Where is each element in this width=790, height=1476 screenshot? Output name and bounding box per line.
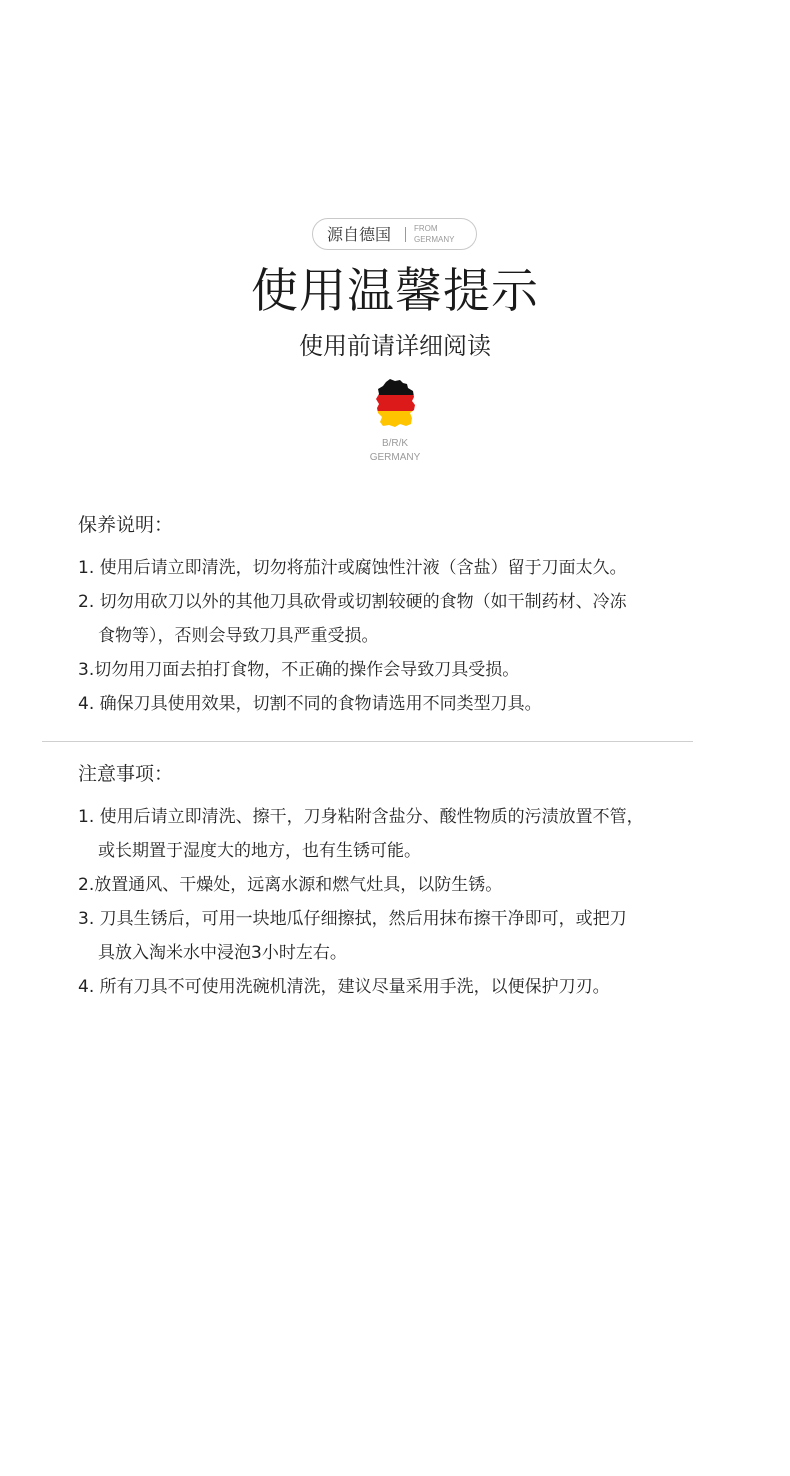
- origin-badge: [312, 218, 477, 250]
- care-item-2-line1: 2. 切勿用砍刀以外的其他刀具砍骨或切割较硬的食物（如干制药材、冷冻: [78, 592, 627, 612]
- badge-divider: [405, 227, 406, 242]
- notice-item-3-line2: 具放入淘米水中浸泡3小时左右。: [98, 943, 347, 963]
- notice-item-1-line1: 1. 使用后请立即清洗、擦干，刀身粘附含盐分、酸性物质的污渍放置不管，: [78, 807, 644, 827]
- origin-badge-english-line1: FROM: [414, 224, 438, 233]
- care-heading: 保养说明：: [78, 514, 174, 536]
- care-item-4-line1: 4. 确保刀具使用效果，切割不同的食物请选用不同类型刀具。: [78, 694, 542, 714]
- care-item-2: [78, 585, 758, 653]
- notice-item-1-line2: 或长期置于湿度大的地方，也有生锈可能。: [98, 841, 421, 861]
- care-section: [78, 512, 758, 721]
- notice-item-2-line1: 2.放置通风、干燥处，远离水源和燃气灶具，以防生锈。: [78, 875, 503, 895]
- origin-badge-english-line2: GERMANY: [414, 235, 455, 244]
- care-item-3: [78, 653, 758, 687]
- care-item-2-line2: 食物等），否则会导致刀具严重受损。: [98, 626, 379, 646]
- notice-item-4: [78, 970, 758, 1004]
- brand-country: GERMANY: [369, 452, 421, 463]
- page-subtitle: 使用前请详细阅读: [299, 332, 491, 360]
- notice-item-4-line1: 4. 所有刀具不可使用洗碗机清洗，建议尽量采用手洗，以便保护刀刃。: [78, 977, 610, 997]
- notice-item-3-line1: 3. 刀具生锈后，可用一块地瓜仔细擦拭，然后用抹布擦干净即可，或把刀: [78, 909, 627, 929]
- germany-map-flag-icon: [373, 378, 417, 428]
- care-item-1-line1: 1. 使用后请立即清洗，切勿将茄汁或腐蚀性汁液（含盐）留于刀面太久。: [78, 558, 627, 578]
- notice-item-3: [78, 902, 758, 970]
- page-title: 使用温馨提示: [251, 264, 539, 319]
- care-item-3-line1: 3.切勿用刀面去拍打食物，不正确的操作会导致刀具受损。: [78, 660, 520, 680]
- notice-item-1: [78, 800, 758, 868]
- notice-item-2: [78, 868, 758, 902]
- origin-badge-label: 源自德国: [327, 225, 392, 244]
- origin-badge-english: [414, 223, 454, 245]
- section-divider: [42, 741, 693, 742]
- notice-section: [78, 761, 758, 1004]
- care-item-1: [78, 551, 758, 585]
- notice-heading: 注意事项：: [78, 763, 174, 785]
- brand-mark: [0, 437, 790, 465]
- brand-name: B/R/K: [381, 438, 409, 449]
- care-item-4: [78, 687, 758, 721]
